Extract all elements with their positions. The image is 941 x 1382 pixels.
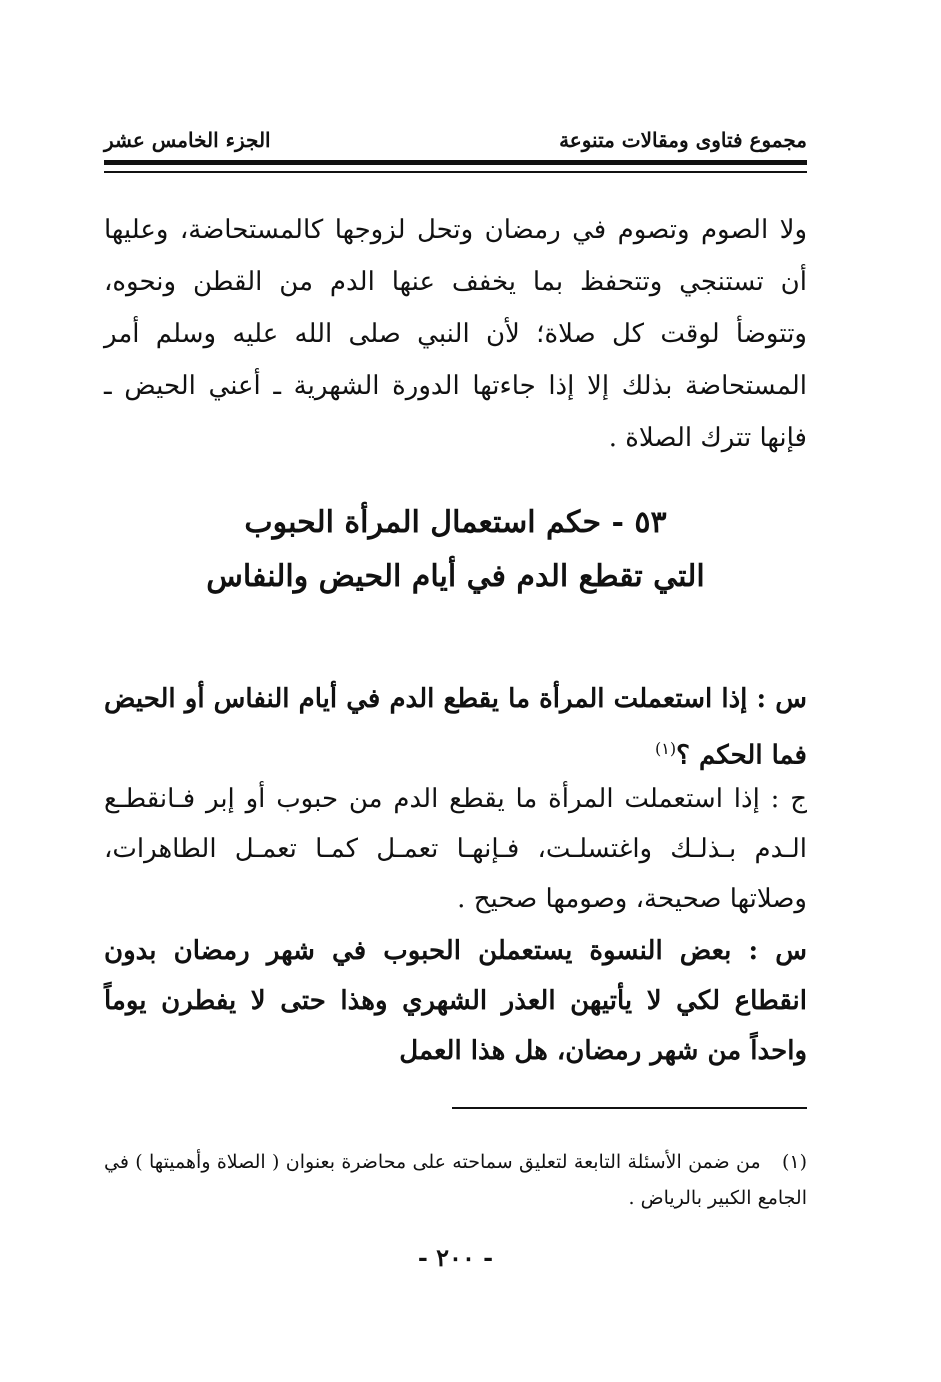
question-1 bbox=[104, 674, 807, 781]
running-head bbox=[104, 122, 807, 158]
book-title: مجموع فتاوى ومقالات متنوعة bbox=[559, 128, 807, 152]
footnote-rule bbox=[452, 1107, 807, 1109]
intro-paragraph: ولا الصوم وتصوم في رمضان وتحل لزوجها كالمستحاضة، وعليها أن تستنجي وتتحفظ بما يخفف عنها الدم من القطن ونحوه، وتتوضأ لوقت كل صلاة؛ لأن النبي صلى الله عليه وسلم أمر المستحاضة بذلك إلا إذا جاءتها الدورة الشهرية ـ أعني الحيض ـ فإنها تترك الصلاة . bbox=[104, 215, 807, 453]
header-rule-thick bbox=[104, 160, 807, 165]
footnote bbox=[104, 1144, 807, 1216]
section-heading-line1: ٥٣ - حكم استعمال المرأة الحبوب bbox=[244, 505, 667, 540]
section-heading-line2: التي تقطع الدم في أيام الحيض والنفاس bbox=[206, 559, 705, 594]
footnote-text: من ضمن الأسئلة التابعة لتعليق سماحته على محاضرة بعنوان ( الصلاة وأهميتها ) في الجامع الكبير بالرياض . bbox=[104, 1151, 807, 1209]
header-rule-thin bbox=[104, 171, 807, 173]
page-number: - ٢٠٠ - bbox=[417, 1243, 494, 1272]
answer-1: ج : إذا استعملت المرأة ما يقطع الدم من حبوب أو إبر فـانقطـع الـدم بـذلـك واغتسلـت، فـإنهـا تعمـل كمـا تعمـل الطاهرات، وصلاتها صحيحة، وصومها صحيح . bbox=[104, 784, 807, 914]
question-1-text: س : إذا استعملت المرأة ما يقطع الدم في أيام النفاس أو الحيض فما الحكم ؟ bbox=[104, 684, 807, 771]
question-2: س : بعض النسوة يستعملن الحبوب في شهر رمضان بدون انقطاع لكي لا يأتيهن العذر الشهري وهذا حتى لا يفطرن يوماً واحداً من شهر رمضان، هل هذا العمل bbox=[104, 936, 807, 1066]
footnote-number: (١) bbox=[781, 1151, 807, 1173]
volume-label: الجزء الخامس عشر bbox=[104, 128, 271, 152]
footnote-ref: (١) bbox=[655, 739, 677, 758]
